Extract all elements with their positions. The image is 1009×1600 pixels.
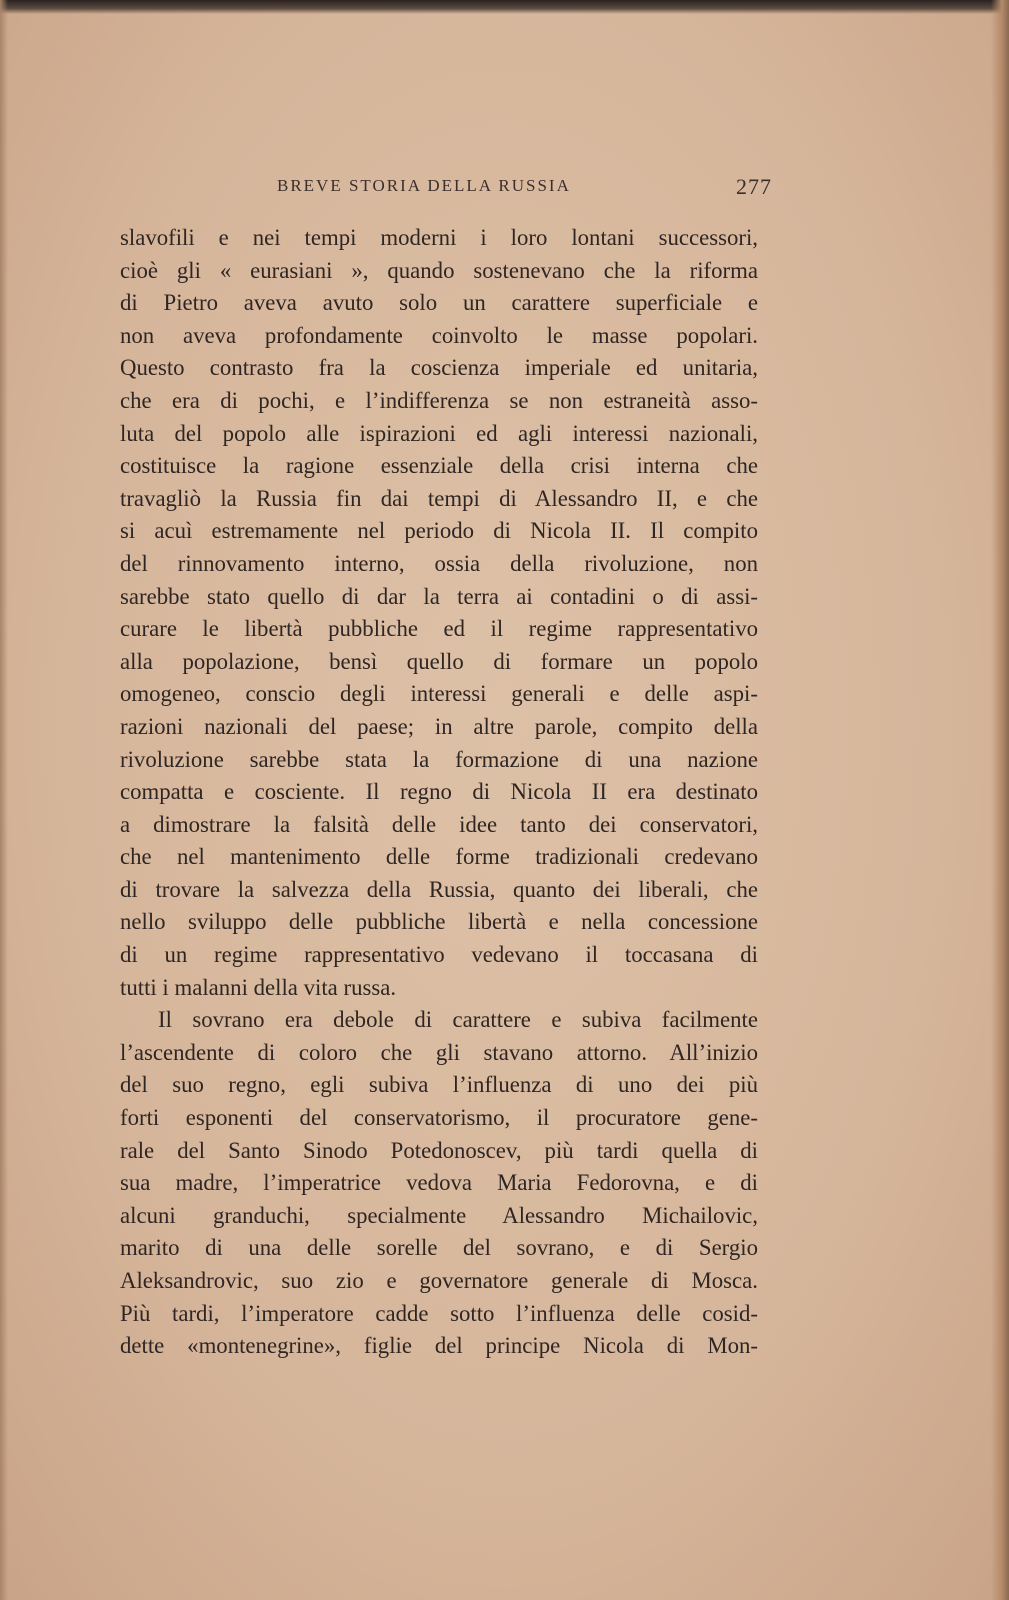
text-line: di Pietro aveva avuto solo un carattere superficiale e	[120, 290, 758, 316]
text-line: nello sviluppo delle pubbliche libertà e nella concessione	[120, 909, 758, 935]
page-right-edge	[991, 0, 1009, 1600]
text-line: marito di una delle sorelle del sovrano, e di Sergio	[120, 1235, 758, 1261]
text-line: a dimostrare la falsità delle idee tanto dei conservatori,	[120, 811, 758, 837]
text-line: slavofili e nei tempi moderni i loro lontani successori,	[120, 225, 758, 250]
running-title: BREVE STORIA DELLA RUSSIA	[277, 176, 571, 195]
text-line: si acuì estremamente nel periodo di Nicola II. Il compito	[120, 518, 758, 544]
text-line: del suo regno, egli subiva l’influenza di uno dei più	[120, 1072, 758, 1098]
text-line: compatta e cosciente. Il regno di Nicola II era destinato	[120, 779, 758, 805]
page-number: 277	[736, 174, 772, 199]
text-line: non aveva profondamente coinvolto le masse popolari.	[120, 322, 758, 348]
text-line: del rinnovamento interno, ossia della rivoluzione, non	[120, 550, 758, 576]
text-line: curare le libertà pubbliche ed il regime rappresentativo	[120, 616, 758, 642]
text-line: Aleksandrovic, suo zio e governatore generale di Mosca.	[120, 1268, 758, 1293]
page-header	[122, 172, 772, 202]
text-line: tutti i malanni della vita russa.	[120, 974, 397, 1000]
text-line: alcuni granduchi, specialmente Alessandro Michailovic,	[120, 1202, 758, 1228]
text-line: Questo contrasto fra la coscienza imperiale ed unitaria,	[120, 355, 758, 381]
text-line: razioni nazionali del paese; in altre parole, compito della	[120, 713, 758, 739]
text-line: cioè gli « eurasiani », quando sostenevano che la riforma	[120, 257, 758, 283]
body-text	[120, 222, 758, 1363]
page-left-edge	[0, 0, 8, 1600]
text-line: Il sovrano era debole di carattere e subiva facilmente	[158, 1007, 758, 1033]
text-line: sarebbe stato quello di dar la terra ai contadini o di assi-	[120, 583, 758, 609]
text-line: alla popolazione, bensì quello di formare un popolo	[120, 648, 758, 674]
text-line: rivoluzione sarebbe stata la formazione di una nazione	[120, 746, 758, 772]
text-line: omogeneo, conscio degli interessi generali e delle aspi-	[120, 681, 758, 707]
text-line: di trovare la salvezza della Russia, quanto dei liberali, che	[120, 876, 758, 902]
text-line: che era di pochi, e l’indifferenza se non estraneità asso-	[120, 387, 758, 413]
text-line: luta del popolo alle ispirazioni ed agli interessi nazionali,	[120, 420, 758, 446]
text-line: dette «montenegrine», figlie del principe Nicola di Mon-	[120, 1333, 758, 1359]
text-line: sua madre, l’imperatrice vedova Maria Fedorovna, e di	[120, 1170, 758, 1196]
text-line: costituisce la ragione essenziale della crisi interna che	[120, 453, 758, 479]
text-line: Più tardi, l’imperatore cadde sotto l’influenza delle cosid-	[120, 1300, 758, 1326]
text-line: forti esponenti del conservatorismo, il procuratore gene-	[120, 1105, 758, 1131]
text-line: di un regime rappresentativo vedevano il toccasana di	[120, 942, 758, 968]
text-line: travagliò la Russia fin dai tempi di Alessandro II, e che	[120, 485, 758, 511]
page-top-edge	[0, 0, 1009, 14]
text-line: l’ascendente di coloro che gli stavano attorno. All’inizio	[120, 1039, 758, 1065]
text-line: rale del Santo Sinodo Potedonoscev, più tardi quella di	[120, 1137, 758, 1163]
text-line: che nel mantenimento delle forme tradizionali credevano	[120, 844, 758, 870]
